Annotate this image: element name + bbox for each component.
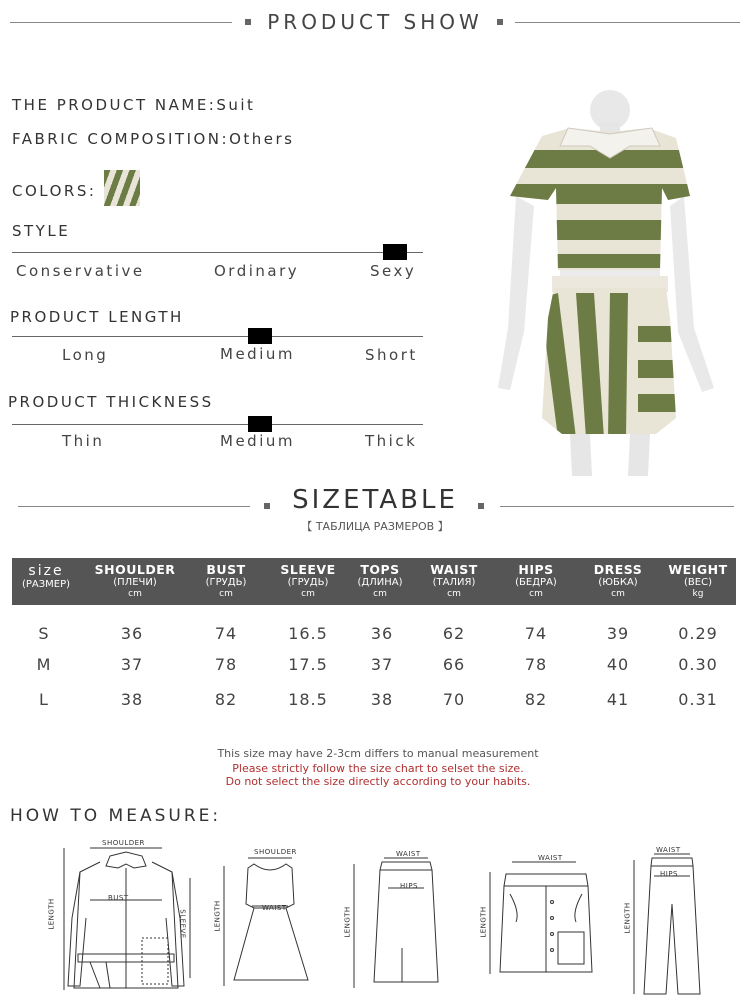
color-swatch bbox=[104, 170, 140, 206]
cell-tops: 36 bbox=[370, 624, 394, 643]
length-option-medium: Medium bbox=[220, 345, 295, 363]
cell-hips: 82 bbox=[524, 690, 548, 709]
style-option-conservative: Conservative bbox=[16, 262, 145, 280]
cell-shoulder: 37 bbox=[120, 655, 144, 674]
cell-size: L bbox=[39, 690, 49, 709]
thickness-scale-marker bbox=[248, 416, 272, 432]
fabric-composition: FABRIC COMPOSITION:Others bbox=[12, 130, 295, 148]
fig2-length: LENGTH bbox=[213, 900, 222, 932]
sizetable-title: SIZETABLE bbox=[292, 485, 458, 515]
cell-bust: 82 bbox=[214, 690, 238, 709]
dress-measure-figure bbox=[212, 846, 312, 996]
col-bust: BUST (ГРУДЬ) cm bbox=[205, 562, 247, 599]
style-option-sexy: Sexy bbox=[370, 262, 417, 280]
cell-shoulder: 36 bbox=[120, 624, 144, 643]
fig1-shoulder: SHOULDER bbox=[102, 839, 145, 847]
size-warning-1: Please strictly follow the size chart to selset the size. bbox=[232, 762, 524, 775]
col-dress: DRESS (ЮБКА) cm bbox=[593, 562, 643, 599]
style-option-ordinary: Ordinary bbox=[214, 262, 300, 280]
cell-hips: 78 bbox=[524, 655, 548, 674]
skirt-measure-figure bbox=[340, 848, 440, 998]
cell-hips: 74 bbox=[524, 624, 548, 643]
product-name: THE PRODUCT NAME:Suit bbox=[12, 96, 256, 114]
sizetable-subtitle: 【 ТАБЛИЦА РАЗМЕРОВ 】 bbox=[301, 520, 449, 533]
cell-weight: 0.29 bbox=[678, 624, 718, 643]
length-label: PRODUCT LENGTH bbox=[10, 308, 184, 326]
cell-bust: 78 bbox=[214, 655, 238, 674]
how-to-measure-title: HOW TO MEASURE: bbox=[10, 806, 222, 826]
cell-size: M bbox=[36, 655, 52, 674]
cell-bust: 74 bbox=[214, 624, 238, 643]
cell-tops: 37 bbox=[370, 655, 394, 674]
fig4-waist: WAIST bbox=[538, 854, 563, 862]
cell-dress: 41 bbox=[606, 690, 630, 709]
size-warning-2: Do not select the size directly according to your habits. bbox=[225, 775, 531, 788]
cell-weight: 0.30 bbox=[678, 655, 718, 674]
cell-sleeve: 16.5 bbox=[288, 624, 328, 643]
cell-waist: 70 bbox=[442, 690, 466, 709]
cell-waist: 62 bbox=[442, 624, 466, 643]
thickness-label: PRODUCT THICKNESS bbox=[8, 393, 214, 411]
col-size: size (РАЗМЕР) bbox=[21, 563, 71, 590]
style-scale-line bbox=[12, 252, 423, 253]
fig3-waist: WAIST bbox=[396, 850, 421, 858]
thickness-option-thin: Thin bbox=[62, 432, 105, 450]
fig2-shoulder: SHOULDER bbox=[254, 848, 297, 856]
section-title: PRODUCT SHOW bbox=[267, 10, 483, 34]
fig1-sleeve: SLEEVE bbox=[178, 909, 187, 939]
style-label: STYLE bbox=[12, 222, 71, 240]
cell-size: S bbox=[38, 624, 50, 643]
cell-weight: 0.31 bbox=[678, 690, 718, 709]
col-tops: TOPS (ДЛИНА) cm bbox=[357, 562, 403, 599]
fig1-bust: BUST bbox=[108, 894, 129, 902]
cell-dress: 39 bbox=[606, 624, 630, 643]
col-sleeve: SLEEVE (ГРУДЬ) cm bbox=[280, 562, 336, 599]
product-photo bbox=[480, 88, 736, 476]
fig4-length: LENGTH bbox=[479, 906, 488, 938]
fig2-waist: WAIST bbox=[262, 904, 287, 912]
length-option-short: Short bbox=[365, 346, 418, 364]
product-show-header bbox=[0, 2, 750, 42]
cell-tops: 38 bbox=[370, 690, 394, 709]
fig3-hips: HIPS bbox=[400, 882, 418, 890]
colors-label: COLORS: bbox=[12, 182, 97, 200]
fig5-length: LENGTH bbox=[623, 902, 632, 934]
thickness-scale-line bbox=[12, 424, 423, 425]
fig3-length: LENGTH bbox=[343, 906, 352, 938]
jacket-measure-figure bbox=[47, 838, 200, 998]
col-weight: WEIGHT (ВЕС) kg bbox=[668, 562, 728, 599]
thickness-option-thick: Thick bbox=[365, 432, 418, 450]
fig5-waist: WAIST bbox=[656, 846, 681, 854]
col-waist: WAIST (ТАЛИЯ) cm bbox=[430, 562, 478, 599]
size-table-head bbox=[12, 558, 736, 605]
length-option-long: Long bbox=[62, 346, 109, 364]
length-scale-line bbox=[12, 336, 423, 337]
trousers-measure-figure bbox=[620, 844, 716, 1000]
col-hips: HIPS (БЕДРА) cm bbox=[515, 562, 557, 599]
shorts-measure-figure bbox=[476, 852, 616, 982]
fig1-length: LENGTH bbox=[47, 898, 56, 930]
cell-waist: 66 bbox=[442, 655, 466, 674]
col-shoulder: SHOULDER (ПЛЕЧИ) cm bbox=[94, 562, 176, 599]
cell-dress: 40 bbox=[606, 655, 630, 674]
length-scale-marker bbox=[248, 328, 272, 344]
cell-sleeve: 18.5 bbox=[288, 690, 328, 709]
style-scale-marker bbox=[383, 244, 407, 260]
cell-sleeve: 17.5 bbox=[288, 655, 328, 674]
fig5-hips: HIPS bbox=[660, 870, 678, 878]
thickness-option-medium: Medium bbox=[220, 432, 295, 450]
measurement-note: This size may have 2-3cm differs to manual measurement bbox=[217, 747, 539, 760]
cell-shoulder: 38 bbox=[120, 690, 144, 709]
